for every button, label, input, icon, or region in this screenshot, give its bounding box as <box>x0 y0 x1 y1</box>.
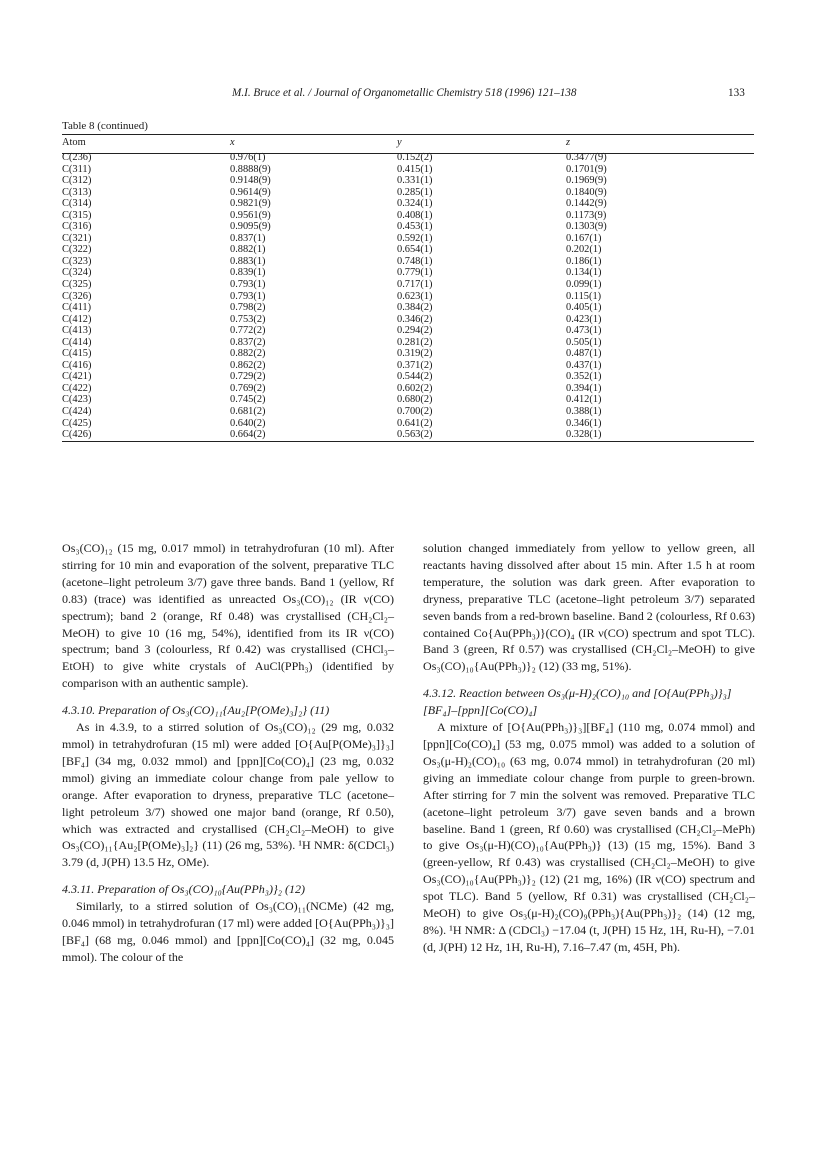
paragraph: A mixture of [O{Au(PPh₃)}₃][BF₄] (110 mg, 0.074 mmol) and [ppn][Co(CO)₄] (53 mg, 0.075 mmol) was added to a solution of Os₃(μ-H)₂(CO)₁₀ (63 mg, 0.074 mmol) in tetrahydrofuran (20 ml) giving an immediate colour change from purple to green-brown. After stirring for 7 min the solvent was removed. Preparative TLC (acetone–light petroleum 3/7) gave seven bands and a brown baseline. Band 1 (green, Rf 0.60) was crystallised (CH₂Cl₂–MePh) to give Os₃(μ-H)(CO)₁₀{Au(PPh₃)} (13) (15 mg, 15%). Band 3 (green-yellow, Rf 0.43) was crystallised (CH₂Cl₂–MeOH) to give Os₃(CO)₁₀{Au(PPh₃)}₂ (12) (21 mg, 16%) (IR ν(CO) spectrum and spot TLC). Band 5 (yellow, Rf 0.31) was crystallised (CH₂Cl₂–MeOH) to give Os₃(μ-H)₂(CO)₉(PPh₃){Au(PPh₃)}₂ (14) (12 mg, 8%). ¹H NMR: Δ (CDCl₃) −17.04 (t, J(PH) 15 Hz, 1H, Ru-H), −7.01 (d, J(PH) 12 Hz, 1H, Ru-H), 7.16–7.47 (m, 45H, Ph). <box>423 720 755 954</box>
cell-y: 0.319(2) <box>397 348 433 360</box>
page-number: 133 <box>728 87 745 99</box>
cell-x: 0.772(2) <box>230 325 266 337</box>
table-row <box>62 267 754 279</box>
cell-z: 0.328(1) <box>566 429 602 441</box>
cell-y: 0.563(2) <box>397 429 433 441</box>
table-header-rule <box>62 153 754 154</box>
cell-atom: C(321) <box>62 232 92 244</box>
cell-z: 0.473(1) <box>566 325 602 337</box>
cell-z: 0.1701(9) <box>566 163 607 175</box>
cell-z: 0.487(1) <box>566 348 602 360</box>
cell-y: 0.324(1) <box>397 198 433 210</box>
cell-atom: C(314) <box>62 198 92 210</box>
coordinates-table-block <box>62 134 754 442</box>
cell-y: 0.331(1) <box>397 175 433 187</box>
paragraph: Os₃(CO)₁₂ (15 mg, 0.017 mmol) in tetrahydrofuran (10 ml). After stirring for 10 min and evaporation of the solvent, preparative TLC (acetone–light petroleum 3/7) gave three bands. Band 1 (yellow, Rf 0.83) (trace) was identified as unreacted Os₃(CO)₁₂ (IR ν(CO) spectrum); band 2 (orange, Rf 0.48) was crystallised (CH₂Cl₂–MeOH) to give 10 (16 mg, 54%), identified from its IR ν(CO) spectrum; band 3 (colourless, Rf 0.42) was crystallised (CHCl₃–EtOH) to give white crystals of AuCl(PPh₃) (identified by comparison with an authentic sample). <box>62 541 394 691</box>
cell-z: 0.115(1) <box>566 290 602 302</box>
cell-atom: C(324) <box>62 267 92 279</box>
table-row <box>62 198 754 210</box>
cell-y: 0.654(1) <box>397 244 433 256</box>
cell-y: 0.384(2) <box>397 302 433 314</box>
header-atom: Atom <box>62 137 86 148</box>
cell-y: 0.602(2) <box>397 382 433 394</box>
cell-x: 0.837(1) <box>230 232 266 244</box>
cell-z: 0.437(1) <box>566 359 602 371</box>
cell-x: 0.729(2) <box>230 371 266 383</box>
cell-y: 0.748(1) <box>397 255 433 267</box>
cell-y: 0.152(2) <box>397 152 433 163</box>
cell-x: 0.9614(9) <box>230 186 271 198</box>
cell-y: 0.408(1) <box>397 209 433 221</box>
table-bottom-rule <box>62 441 754 442</box>
cell-x: 0.883(1) <box>230 255 266 267</box>
table-row <box>62 418 754 430</box>
cell-atom: C(422) <box>62 382 92 394</box>
cell-z: 0.405(1) <box>566 302 602 314</box>
table-row <box>62 279 754 291</box>
cell-z: 0.423(1) <box>566 313 602 325</box>
cell-atom: C(423) <box>62 394 92 406</box>
table-row <box>62 175 754 187</box>
cell-z: 0.099(1) <box>566 279 602 291</box>
cell-x: 0.862(2) <box>230 359 266 371</box>
cell-atom: C(415) <box>62 348 92 360</box>
cell-x: 0.753(2) <box>230 313 266 325</box>
cell-z: 0.412(1) <box>566 394 602 406</box>
paragraph: solution changed immediately from yellow to yellow green, all reactants having dissolved after about 15 min. After 1.5 h at room temperature, the solution was dark green. After evaporation to dryness, preparative TLC (acetone–light petroleum 3/7) separated seven bands from a red-brown baseline. Band 2 (colourless, Rf 0.63) contained Co{Au(PPh₃)}(CO)₄ (IR ν(CO) spectrum and spot TLC). Band 3 (green, Rf 0.57) was crystallised (CH₂Cl₂–MeOH) to give Os₃(CO)₁₀{Au(PPh₃)}₂ (12) (33 mg, 51%). <box>423 541 755 674</box>
cell-y: 0.415(1) <box>397 163 433 175</box>
running-head: M.I. Bruce et al. / Journal of Organometallic Chemistry 518 (1996) 121–138 <box>232 87 577 99</box>
cell-z: 0.1173(9) <box>566 209 607 221</box>
cell-y: 0.285(1) <box>397 186 433 198</box>
table-row <box>62 244 754 256</box>
table-row <box>62 187 754 199</box>
cell-y: 0.700(2) <box>397 406 433 418</box>
cell-x: 0.882(1) <box>230 244 266 256</box>
paragraph: As in 4.3.9, to a stirred solution of Os₃(CO)₁₂ (29 mg, 0.032 mmol) in tetrahydrofuran (15 ml) were added [O{Au[P(OMe)₃]}₃][BF₄] (34 mg, 0.032 mmol) and [ppn][Co(CO)₄] (23 mg, 0.032 mmol) giving an immediate colour change from pale yellow to orange. After evaporation to dryness, preparative TLC (acetone–light petroleum 3/7) showed one major band (orange, Rf 0.50), which was extracted and crystallised (CH₂Cl₂–MeOH) to give Os₃(CO)₁₁{Au₂[P(OMe)₃]₂} (11) (26 mg, 53%). ¹H NMR: δ(CDCl₃) 3.79 (d, J(PH) 13.5 Hz, OMe). <box>62 720 394 870</box>
cell-z: 0.352(1) <box>566 371 602 383</box>
table-row <box>62 233 754 245</box>
left-text-column <box>62 540 394 966</box>
table-row <box>62 256 754 268</box>
cell-atom: C(236) <box>62 152 92 163</box>
cell-x: 0.976(1) <box>230 152 266 163</box>
cell-atom: C(421) <box>62 371 92 383</box>
cell-y: 0.453(1) <box>397 221 433 233</box>
table-header-row <box>62 135 754 151</box>
cell-y: 0.294(2) <box>397 325 433 337</box>
cell-z: 0.394(1) <box>566 382 602 394</box>
cell-y: 0.346(2) <box>397 313 433 325</box>
cell-x: 0.681(2) <box>230 406 266 418</box>
table-row <box>62 337 754 349</box>
cell-atom: C(313) <box>62 186 92 198</box>
cell-x: 0.640(2) <box>230 417 266 429</box>
cell-atom: C(312) <box>62 175 92 187</box>
coordinates-table <box>62 135 754 441</box>
table-row <box>62 164 754 176</box>
table-row <box>62 291 754 303</box>
cell-z: 0.1442(9) <box>566 198 607 210</box>
cell-atom: C(326) <box>62 290 92 302</box>
table-row <box>62 394 754 406</box>
cell-z: 0.1840(9) <box>566 186 607 198</box>
cell-z: 0.186(1) <box>566 255 602 267</box>
header-y: y <box>397 137 402 148</box>
cell-z: 0.346(1) <box>566 417 602 429</box>
cell-y: 0.281(2) <box>397 336 433 348</box>
cell-atom: C(416) <box>62 359 92 371</box>
table-row <box>62 221 754 233</box>
cell-atom: C(424) <box>62 406 92 418</box>
table-row <box>62 360 754 372</box>
cell-x: 0.837(2) <box>230 336 266 348</box>
cell-atom: C(325) <box>62 279 92 291</box>
cell-x: 0.9095(9) <box>230 221 271 233</box>
cell-atom: C(411) <box>62 302 92 314</box>
cell-atom: C(316) <box>62 221 92 233</box>
cell-x: 0.882(2) <box>230 348 266 360</box>
cell-z: 0.1969(9) <box>566 175 607 187</box>
cell-atom: C(426) <box>62 429 92 441</box>
cell-y: 0.623(1) <box>397 290 433 302</box>
table-row <box>62 210 754 222</box>
paragraph: Similarly, to a stirred solution of Os₃(CO)₁₁(NCMe) (42 mg, 0.046 mmol) in tetrahydrofuran (17 ml) were added [O{Au(PPh₃)}₃][BF₄] (68 mg, 0.046 mmol) and [ppn][Co(CO)₄] (32 mg, 0.045 mmol). The colour of the <box>62 899 394 964</box>
cell-atom: C(322) <box>62 244 92 256</box>
cell-y: 0.544(2) <box>397 371 433 383</box>
table-body <box>62 151 754 441</box>
header-z: z <box>566 137 571 148</box>
cell-x: 0.9821(9) <box>230 198 271 210</box>
cell-x: 0.8888(9) <box>230 163 271 175</box>
cell-y: 0.592(1) <box>397 232 433 244</box>
cell-x: 0.9148(9) <box>230 175 271 187</box>
cell-z: 0.388(1) <box>566 406 602 418</box>
cell-atom: C(323) <box>62 255 92 267</box>
cell-x: 0.769(2) <box>230 382 266 394</box>
cell-x: 0.793(1) <box>230 290 266 302</box>
table-row <box>62 302 754 314</box>
cell-z: 0.167(1) <box>566 232 602 244</box>
cell-atom: C(412) <box>62 313 92 325</box>
cell-atom: C(315) <box>62 209 92 221</box>
section-heading-4-3-11: 4.3.11. Preparation of Os₃(CO)₁₀{Au(PPh₃)}₂ (12) <box>62 882 306 897</box>
table-row <box>62 429 754 441</box>
cell-x: 0.793(1) <box>230 279 266 291</box>
cell-x: 0.9561(9) <box>230 209 271 221</box>
cell-x: 0.745(2) <box>230 394 266 406</box>
cell-atom: C(425) <box>62 417 92 429</box>
section-heading-4-3-12: 4.3.12. Reaction between Os₃(μ-H)₂(CO)₁₀ and [O{Au(PPh₃)}₃][BF₄]–[ppn][Co(CO)₄] <box>423 686 732 718</box>
cell-z: 0.505(1) <box>566 336 602 348</box>
cell-y: 0.680(2) <box>397 394 433 406</box>
cell-y: 0.641(2) <box>397 417 433 429</box>
cell-y: 0.717(1) <box>397 279 433 291</box>
table-row <box>62 348 754 360</box>
cell-z: 0.134(1) <box>566 267 602 279</box>
cell-x: 0.798(2) <box>230 302 266 314</box>
cell-x: 0.839(1) <box>230 267 266 279</box>
cell-z: 0.3477(9) <box>566 152 607 163</box>
table-row <box>62 371 754 383</box>
header-x: x <box>230 137 235 148</box>
cell-atom: C(311) <box>62 163 92 175</box>
cell-z: 0.202(1) <box>566 244 602 256</box>
cell-atom: C(414) <box>62 336 92 348</box>
cell-x: 0.664(2) <box>230 429 266 441</box>
cell-z: 0.1303(9) <box>566 221 607 233</box>
cell-atom: C(413) <box>62 325 92 337</box>
table-row <box>62 325 754 337</box>
table-row <box>62 314 754 326</box>
cell-y: 0.779(1) <box>397 267 433 279</box>
table-row <box>62 406 754 418</box>
table-row <box>62 383 754 395</box>
right-text-column <box>423 540 755 956</box>
cell-y: 0.371(2) <box>397 359 433 371</box>
section-heading-4-3-10: 4.3.10. Preparation of Os₃(CO)₁₁{Au₂[P(OMe)₃]₂} (11) <box>62 703 330 718</box>
table-caption: Table 8 (continued) <box>62 120 148 132</box>
